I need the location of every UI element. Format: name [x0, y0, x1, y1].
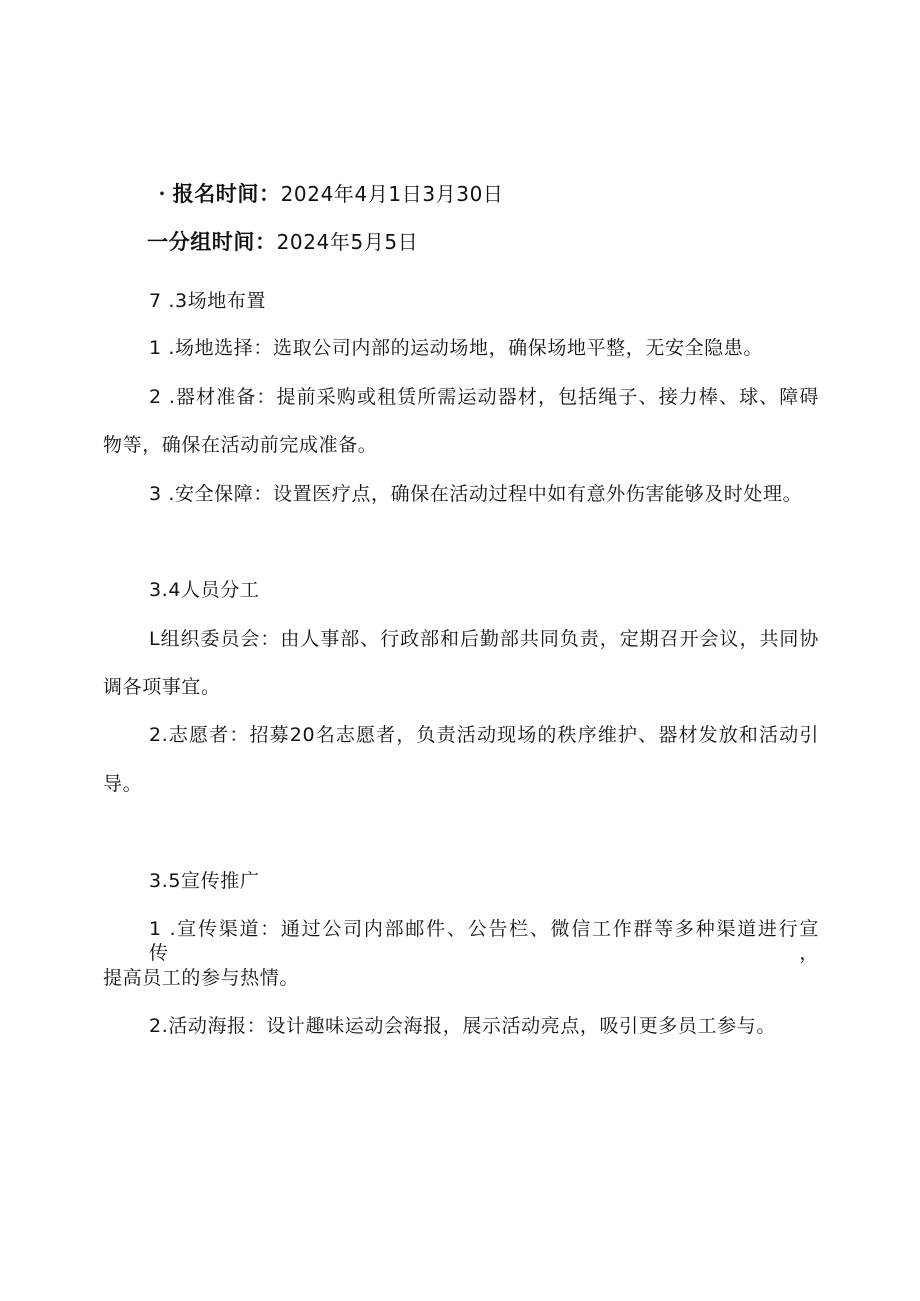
section-3-4-item-2-line-2: 导。 [103, 773, 143, 795]
registration-time-value: 2024年4月1日3月30日 [280, 182, 504, 206]
section-3-4-item-2-line-1: 2.志愿者：招募20名志愿者，负责活动现场的秩序维护、器材发放和活动引 [149, 724, 819, 746]
dash-marker: 一 [147, 230, 169, 254]
section-3-3-item-1: 1 .场地选择：选取公司内部的运动场地，确保场地平整，无安全隐患。 [149, 337, 763, 359]
grouping-time-label: 分组时间： [168, 230, 277, 254]
registration-time-line [152, 182, 504, 206]
section-3-3-item-3: 3 .安全保障：设置医疗点，确保在活动过程中如有意外伤害能够及时处理。 [149, 483, 803, 505]
section-3-3-item-2-line-2: 物等，确保在活动前完成准备。 [103, 434, 378, 456]
section-3-4-heading: 3.4人员分工 [149, 579, 260, 601]
bullet-marker: ・ [152, 182, 173, 206]
section-3-3-item-2-line-1: 2 .器材准备：提前采购或租赁所需运动器材，包括绳子、接力棒、球、障碍 [149, 386, 819, 408]
grouping-time-value: 2024年5月5日 [276, 230, 419, 254]
section-3-5-item-1-line-1: 1 .宣传渠道：通过公司内部邮件、公告栏、微信工作群等多种渠道进行宣传， [149, 918, 819, 964]
grouping-time-line [147, 230, 418, 254]
section-3-4-item-1-line-2: 调各项事宜。 [103, 676, 221, 698]
section-3-5-item-2: 2.活动海报：设计趣味运动会海报，展示活动亮点，吸引更多员工参与。 [149, 1015, 776, 1037]
section-3-5-heading: 3.5宣传推广 [149, 870, 260, 892]
section-3-5-item-1-line-2: 提高员工的参与热情。 [103, 967, 300, 989]
registration-time-label: 报名时间： [172, 182, 281, 206]
section-3-4-item-1-line-1: L组织委员会：由人事部、行政部和后勤部共同负责，定期召开会议，共同协 [149, 628, 819, 650]
section-3-3-heading: 7 .3场地布置 [149, 290, 267, 312]
